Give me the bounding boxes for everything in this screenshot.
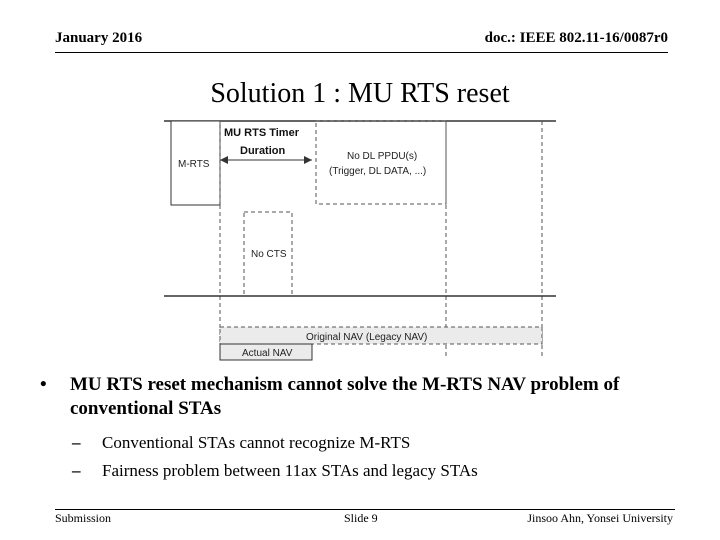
timer-label-line2: Duration bbox=[240, 145, 286, 157]
bullet-dot-icon: • bbox=[40, 374, 47, 395]
sub-bullet-2-text: Fairness problem between 11ax STAs and legacy STAs bbox=[102, 461, 478, 480]
bullet-main-text: MU RTS reset mechanism cannot solve the M-RTS NAV problem of conventional STAs bbox=[70, 374, 620, 419]
timer-label-line1: MU RTS Timer bbox=[224, 127, 299, 139]
no-dl-ppdu-box bbox=[316, 121, 446, 204]
timing-diagram bbox=[164, 116, 556, 366]
timing-diagram-svg bbox=[164, 116, 556, 366]
sub-bullet-1-text: Conventional STAs cannot recognize M-RTS bbox=[102, 433, 411, 452]
sub-bullet-dash-icon: – bbox=[72, 433, 81, 452]
actual-nav-label: Actual NAV bbox=[242, 348, 293, 359]
sub-bullet-dash-icon: – bbox=[72, 461, 81, 480]
timer-arrow-left-head bbox=[220, 156, 228, 164]
footer-divider bbox=[55, 509, 675, 510]
header-date: January 2016 bbox=[55, 30, 143, 46]
timer-arrow-right-head bbox=[304, 156, 312, 164]
footer-slide-number: Slide 9 bbox=[344, 511, 378, 525]
no-dl-label-line1: No DL PPDU(s) bbox=[347, 151, 418, 162]
mrts-label: M-RTS bbox=[178, 159, 210, 170]
footer-submission: Submission bbox=[55, 511, 112, 525]
footer-author: Jinsoo Ahn, Yonsei University bbox=[527, 511, 673, 525]
no-cts-label: No CTS bbox=[251, 249, 287, 260]
no-dl-label-line2: (Trigger, DL DATA, ...) bbox=[329, 166, 427, 177]
header-divider bbox=[55, 52, 668, 53]
original-nav-label: Original NAV (Legacy NAV) bbox=[306, 332, 428, 343]
header-doc-id: doc.: IEEE 802.11-16/0087r0 bbox=[484, 30, 668, 46]
slide-title: Solution 1 : MU RTS reset bbox=[210, 78, 510, 109]
